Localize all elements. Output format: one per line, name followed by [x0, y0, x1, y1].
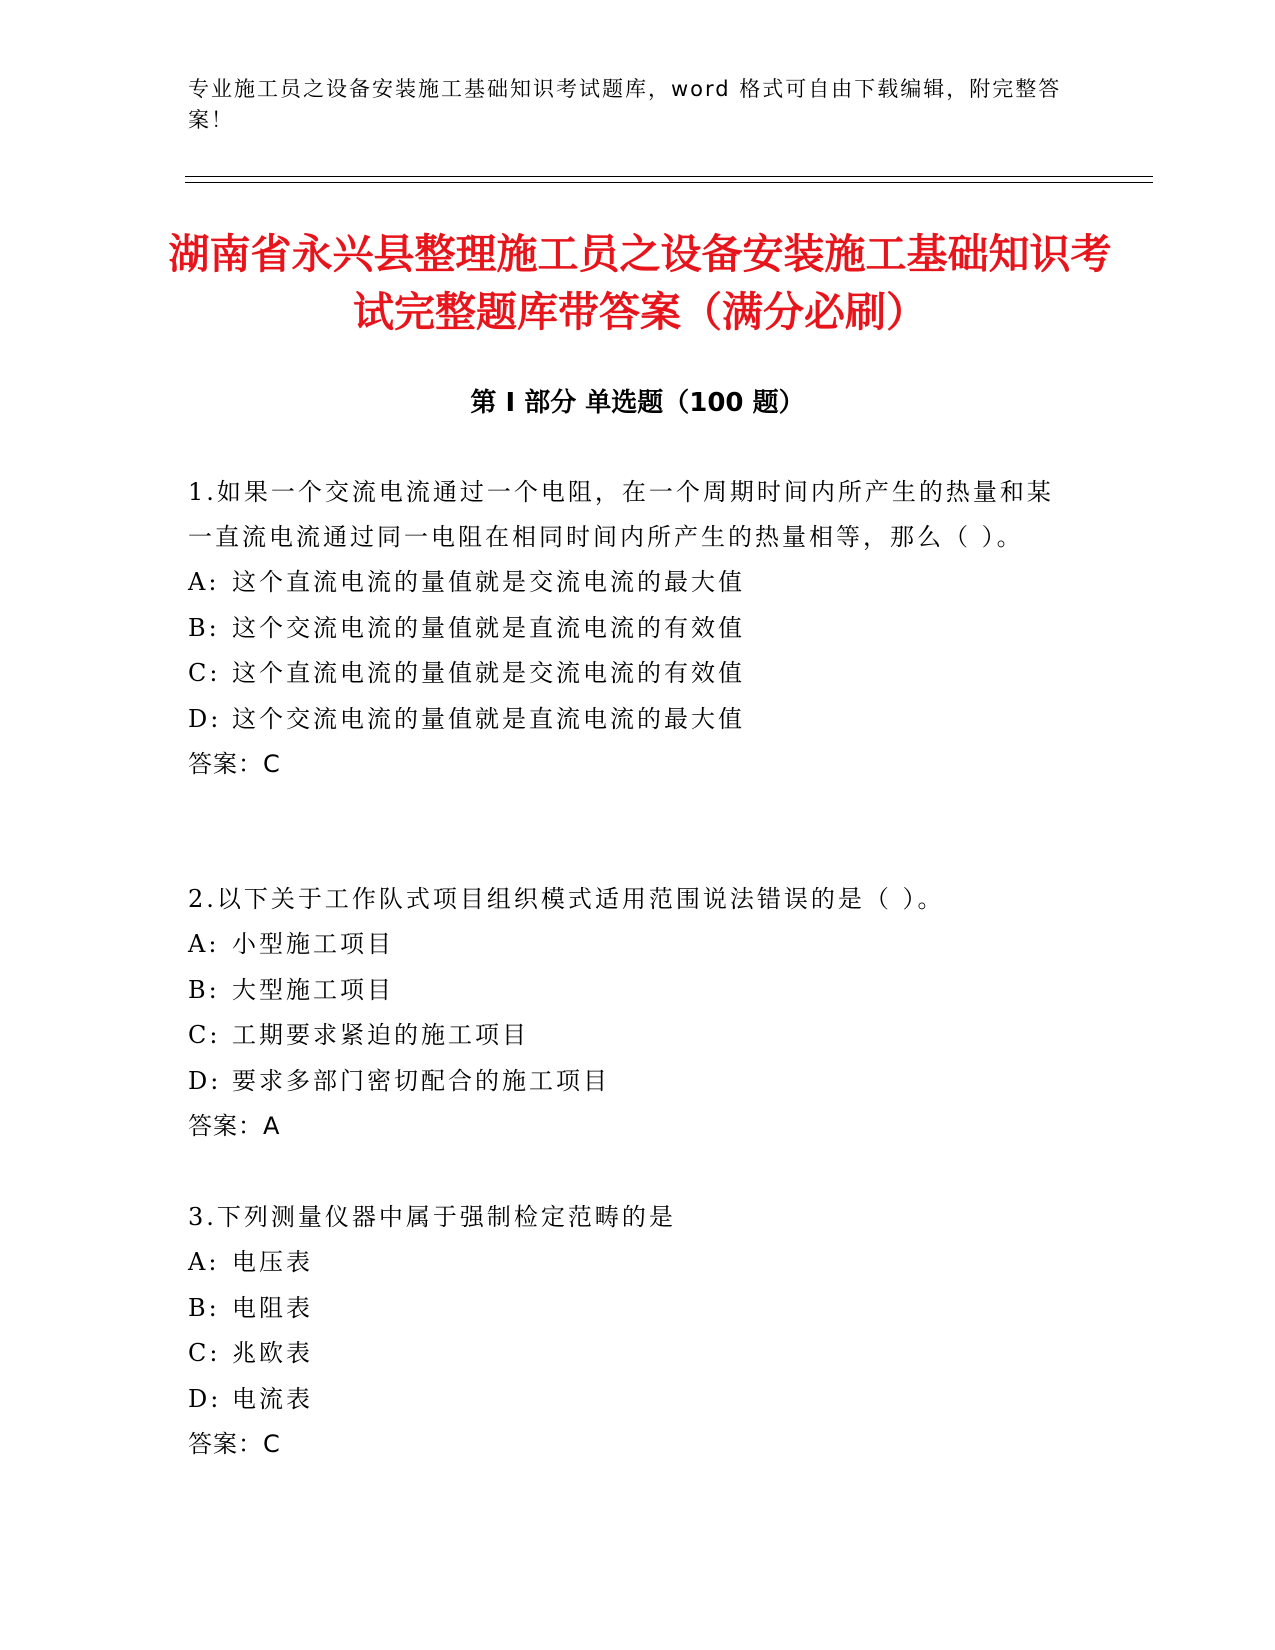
option-b: [188, 1286, 1068, 1332]
option-letter: B:: [188, 1293, 220, 1322]
option-b: [188, 968, 1068, 1014]
answer-line: 答案：C: [188, 750, 281, 778]
option-text: 这个交流电流的量值就是直流电流的最大值: [232, 704, 745, 733]
option-a: [188, 922, 1068, 968]
option-a: [188, 560, 1068, 606]
option-text: 大型施工项目: [232, 975, 394, 1004]
option-letter: D:: [188, 1384, 222, 1413]
option-text: 这个直流电流的量值就是交流电流的有效值: [232, 659, 745, 687]
option-text: 兆欧表: [232, 1339, 313, 1367]
option-text: 电阻表: [232, 1293, 313, 1322]
option-c: [188, 651, 1068, 697]
option-letter: B:: [188, 975, 220, 1004]
option-letter: A:: [188, 930, 220, 958]
question-2: [188, 877, 1068, 1150]
option-text: 电流表: [232, 1384, 313, 1413]
option-c: [188, 1331, 1068, 1377]
answer-line: 答案：A: [188, 1112, 281, 1140]
option-letter: C:: [188, 659, 221, 687]
header-rule-top: [185, 176, 1153, 177]
option-text: 这个直流电流的量值就是交流电流的最大值: [232, 568, 745, 596]
option-text: 电压表: [232, 1248, 313, 1276]
option-d: [188, 1059, 1068, 1105]
option-b: [188, 606, 1068, 652]
option-letter: D:: [188, 704, 222, 733]
option-letter: A:: [188, 568, 220, 596]
question-3: [188, 1195, 1068, 1468]
option-d: [188, 697, 1068, 743]
option-text: 工期要求紧迫的施工项目: [232, 1021, 529, 1049]
section-heading: 第 I 部分 单选题（100 题）: [470, 388, 805, 418]
option-c: [188, 1013, 1068, 1059]
option-text: 小型施工项目: [232, 930, 394, 958]
question-stem: 1.如果一个交流电流通过一个电阻，在一个周期时间内所产生的热量和某一直流电流通过同一电阻在相同时间内所产生的热量相等，那么（ ）。: [188, 478, 1054, 551]
option-letter: D:: [188, 1066, 222, 1095]
answer-line: 答案：C: [188, 1430, 281, 1458]
document-title: 湖南省永兴县整理施工员之设备安装施工基础知识考试完整题库带答案（满分必刷）: [168, 230, 1112, 336]
question-stem: 2.以下关于工作队式项目组织模式适用范围说法错误的是（ ）。: [188, 885, 945, 913]
question-1: [188, 470, 1068, 788]
header-rule-bottom: [185, 182, 1153, 183]
option-letter: B:: [188, 613, 220, 642]
option-letter: C:: [188, 1021, 221, 1049]
option-letter: A:: [188, 1248, 220, 1276]
question-stem: 3.下列测量仪器中属于强制检定范畴的是: [188, 1203, 676, 1231]
option-text: 要求多部门密切配合的施工项目: [232, 1066, 610, 1095]
option-a: [188, 1240, 1068, 1286]
option-text: 这个交流电流的量值就是直流电流的有效值: [232, 613, 745, 642]
option-letter: C:: [188, 1339, 221, 1367]
header-note: 专业施工员之设备安装施工基础知识考试题库，word 格式可自由下载编辑，附完整答案！: [188, 77, 1062, 132]
option-d: [188, 1377, 1068, 1423]
